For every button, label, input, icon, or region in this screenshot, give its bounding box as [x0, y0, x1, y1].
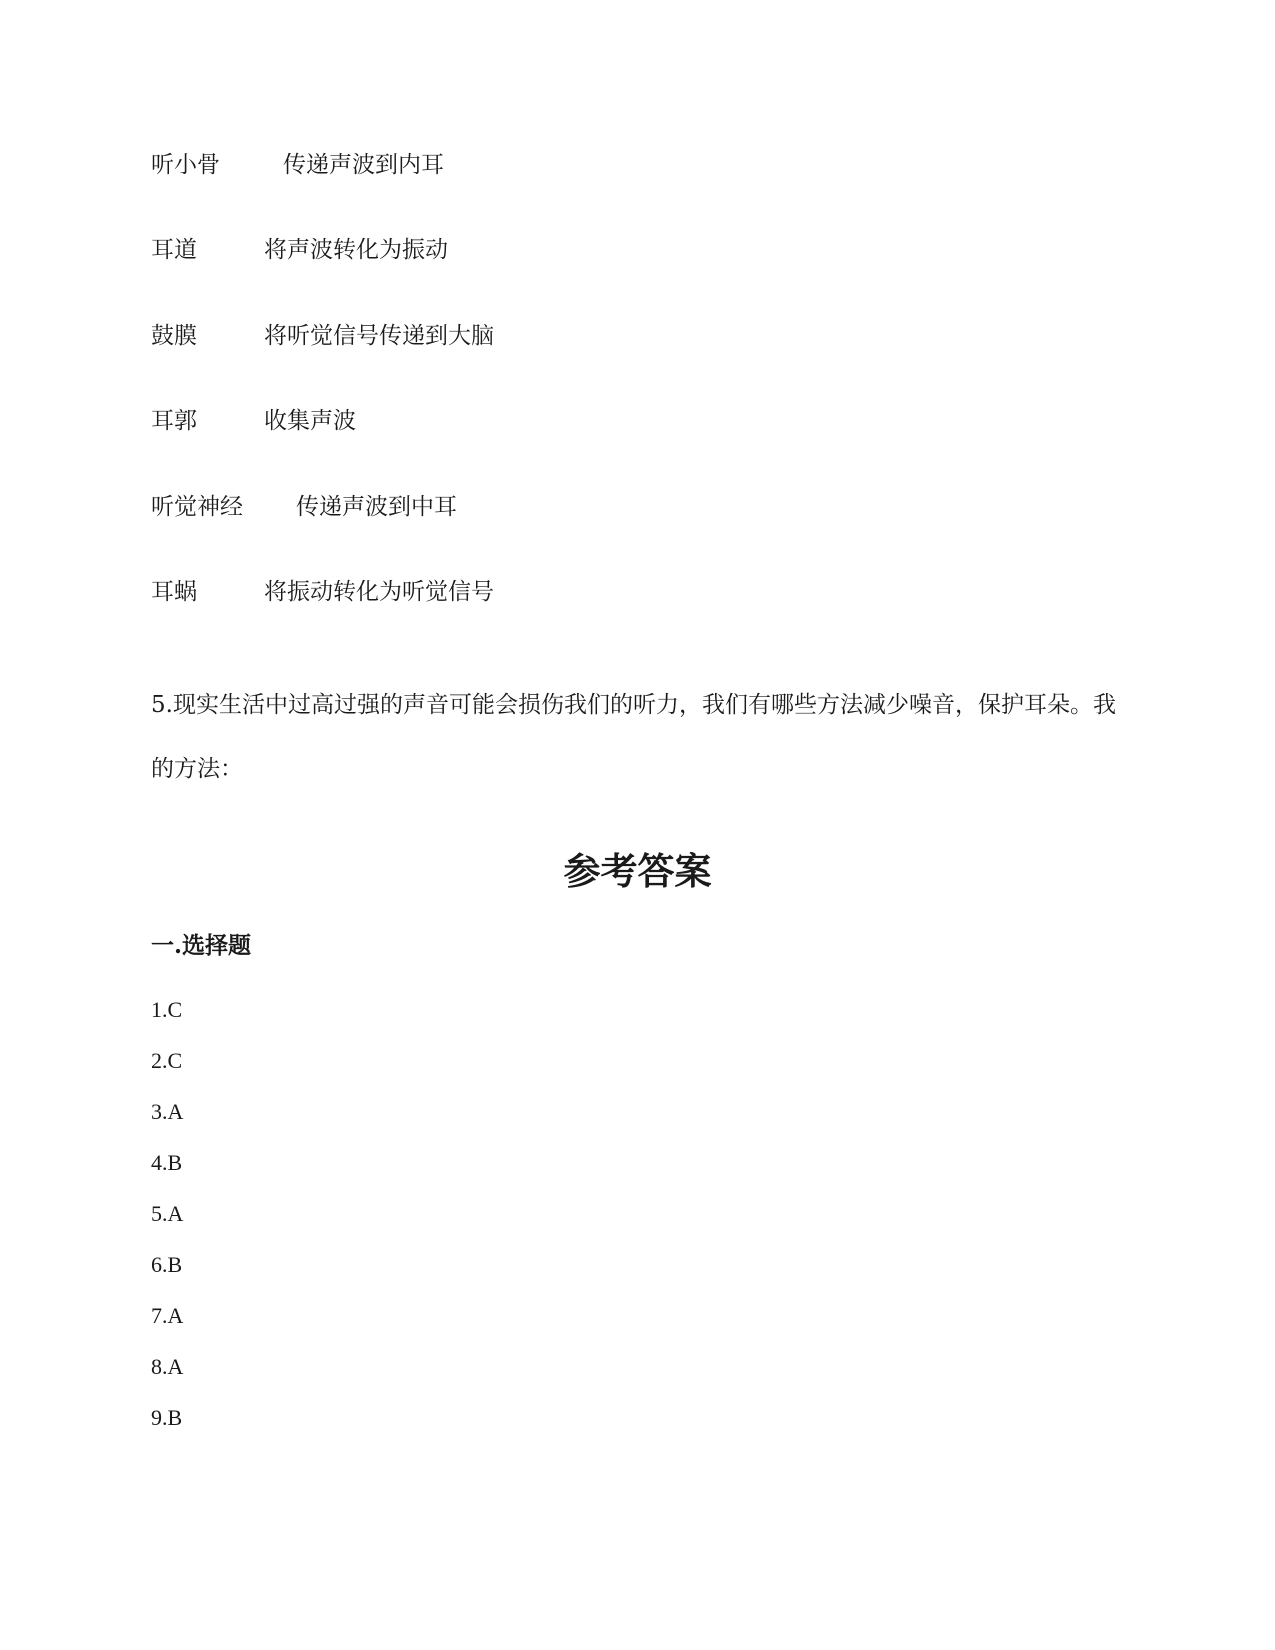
answer-item: 7.A	[151, 1303, 184, 1328]
answer-item: 4.B	[151, 1150, 183, 1175]
ear-function-label: 传递声波到中耳	[296, 494, 457, 520]
ear-part-label: 鼓膜	[151, 323, 197, 349]
ear-function-label: 将听觉信号传递到大脑	[264, 323, 494, 349]
ear-part-label: 耳蜗	[151, 579, 197, 605]
ear-function-label: 将声波转化为振动	[264, 237, 448, 263]
answer-item: 2.C	[151, 1048, 183, 1073]
section-heading: 一.选择题	[151, 932, 252, 959]
answer-item: 1.C	[151, 997, 183, 1022]
answer-item: 6.B	[151, 1252, 183, 1277]
ear-part-label: 听小骨	[151, 152, 220, 178]
ear-part-label: 耳道	[151, 237, 197, 263]
ear-function-label: 将振动转化为听觉信号	[264, 579, 494, 605]
ear-part-label: 耳郭	[151, 408, 197, 434]
ear-part-label: 听觉神经	[151, 494, 243, 520]
answer-item: 9.B	[151, 1405, 183, 1430]
answer-item: 8.A	[151, 1354, 184, 1379]
answer-item: 3.A	[151, 1099, 184, 1124]
ear-function-label: 传递声波到内耳	[283, 152, 444, 178]
answer-key-title: 参考答案	[563, 849, 712, 893]
ear-function-label: 收集声波	[264, 408, 356, 434]
question-5: 5.现实生活中过高过强的声音可能会损伤我们的听力，我们有哪些方法减少噪音，保护耳朵。我的方法：	[151, 692, 1116, 782]
answer-item: 5.A	[151, 1201, 184, 1226]
